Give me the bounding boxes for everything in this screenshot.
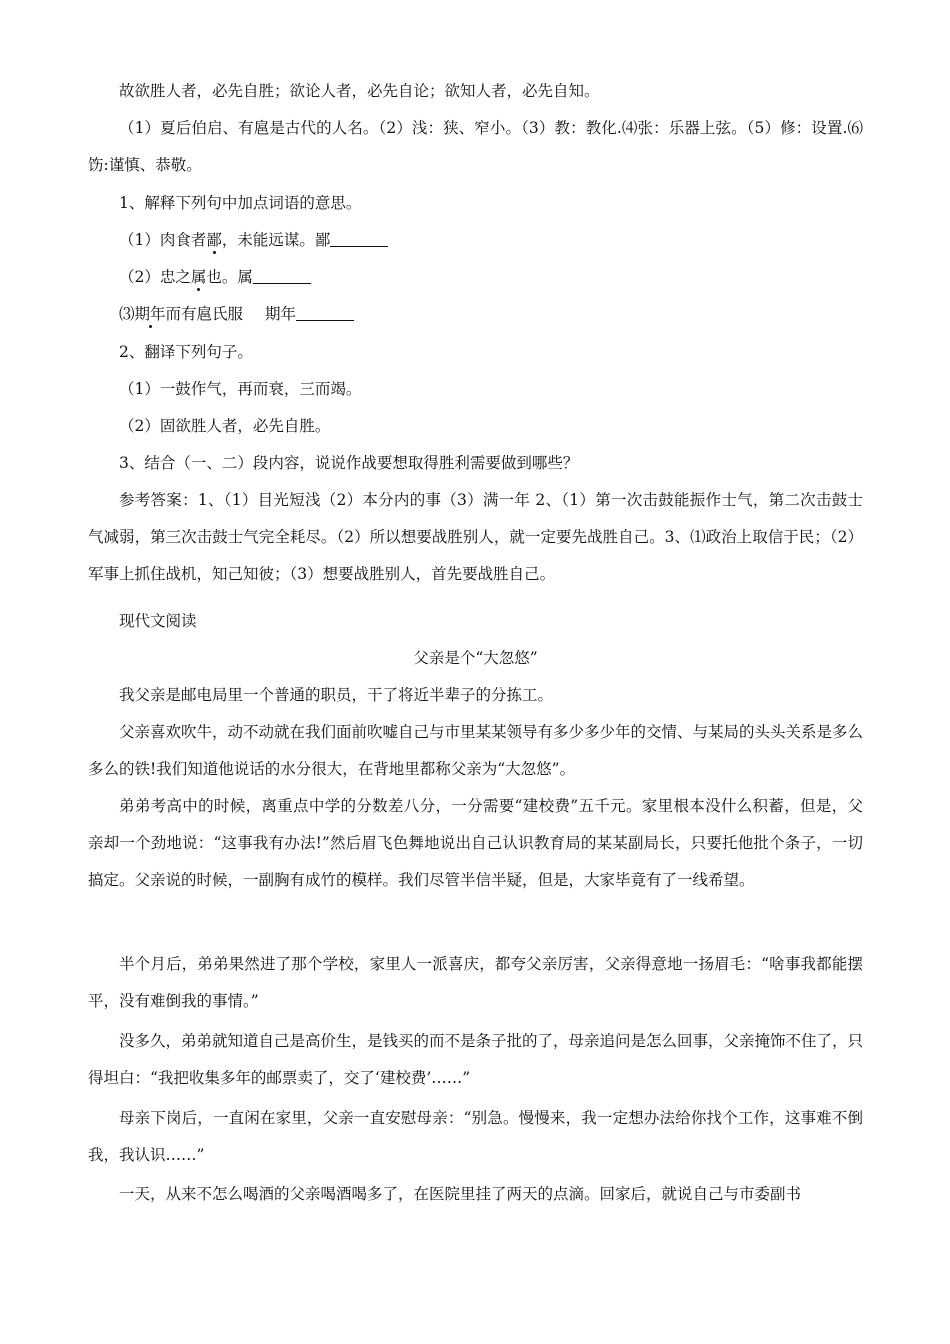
- dotted-word: 属: [190, 268, 207, 286]
- question-2-title: 2、翻译下列句子。: [119, 343, 253, 361]
- classical-notes: （1）夏后伯启、有扈是古代的人名。（2）浅：狭、窄小。（3）教：教化.⑷张：乐器上弦。（5）修：设置.⑹饬:谨慎、恭敬。: [88, 119, 863, 174]
- item-rest: 也。属: [206, 268, 253, 286]
- section-label: 现代文阅读: [119, 612, 197, 630]
- item-prefix: （2）忠之: [119, 268, 191, 286]
- article-paragraph: 父亲喜欢吹牛，动不动就在我们面前吹嘘自己与市里某某领导有多少多少年的交情、与某局的头头关系是多么多么的铁!我们知道他说话的水分很大，在背地里都称父亲为“大忽悠”。: [88, 723, 864, 778]
- item-rest: 而有扈氏服: [165, 305, 244, 323]
- question-3-title: 3、结合（一、二）段内容，说说作战要想取得胜利需要做到哪些？: [119, 454, 579, 472]
- answer-blank: [253, 268, 311, 285]
- article-paragraph: 我父亲是邮电局里一个普通的职员，干了将近半辈子的分拣工。: [119, 686, 554, 704]
- question-2-item-1: （1）一鼓作气，再而衰，三而竭。: [119, 380, 362, 398]
- question-1-item-2: [88, 259, 863, 296]
- answer-blank: [330, 231, 388, 248]
- article-paragraph: 半个月后，弟弟果然进了那个学校，家里人一派喜庆，都夸父亲厉害，父亲得意地一扬眉毛：“啥事我都能摆平，没有难倒我的事情。”: [88, 955, 863, 1010]
- dotted-word: 鄙: [206, 231, 222, 249]
- article-title: 父亲是个“大忽悠”: [413, 649, 538, 667]
- question-1-item-3: [88, 296, 863, 333]
- answer-blank: [296, 305, 354, 322]
- classical-summary-line: 故欲胜人者，必先自胜；欲论人者，必先自论；欲知人者，必先自知。: [119, 82, 600, 100]
- reference-answer: 参考答案：1、（1）目光短浅（2）本分内的事（3）满一年 2、（1）第一次击鼓能振作士气，第二次击鼓士气减弱，第三次击鼓士气完全耗尽。（2）所以想要战胜别人，就一定要先战胜自己。3、⑴政治上取信于民；（2）军事上抓住战机，知己知彼；（3）想要战胜别人，首先要战胜自己。: [88, 491, 863, 583]
- question-1-title: 1、解释下列句中加点词语的意思。: [119, 194, 362, 212]
- question-2-item-2: （2）固欲胜人者，必先自胜。: [119, 417, 331, 435]
- article-paragraph: 没多久，弟弟就知道自己是高价生，是钱买的而不是条子批的了，母亲追问是怎么回事，父亲掩饰不住了，只得坦白：“我把收集多年的邮票卖了，交了‘建校费’……”: [88, 1032, 864, 1087]
- article-paragraph: 母亲下岗后，一直闲在家里，父亲一直安慰母亲：“别急。慢慢来，我一定想办法给你找个工作，这事难不倒我，我认识……”: [88, 1109, 863, 1164]
- article-paragraph: 一天，从来不怎么喝酒的父亲喝酒喝多了，在医院里挂了两天的点滴。回家后，就说自己与市委副书: [119, 1185, 802, 1203]
- item-rest: ，未能远谋。鄙: [221, 231, 331, 249]
- question-1-item-1: [88, 222, 863, 259]
- article-paragraph: 弟弟考高中的时候，离重点中学的分数差八分，一分需要“建校费”五千元。家里根本没什么积蓄，但是，父亲却一个劲地说：“这事我有办法!”然后眉飞色舞地说出自己认识教育局的某某副局长，只要托他批个条子，一切搞定。父亲说的时候，一副胸有成竹的模样。我们尽管半信半疑，但是，大家毕竟有了一线希望。: [88, 797, 863, 889]
- dotted-word: 期年: [134, 305, 166, 323]
- item-prefix: ⑶: [119, 305, 135, 323]
- item-prefix: （1）肉食者: [119, 231, 207, 249]
- item-term: 期年: [265, 305, 297, 323]
